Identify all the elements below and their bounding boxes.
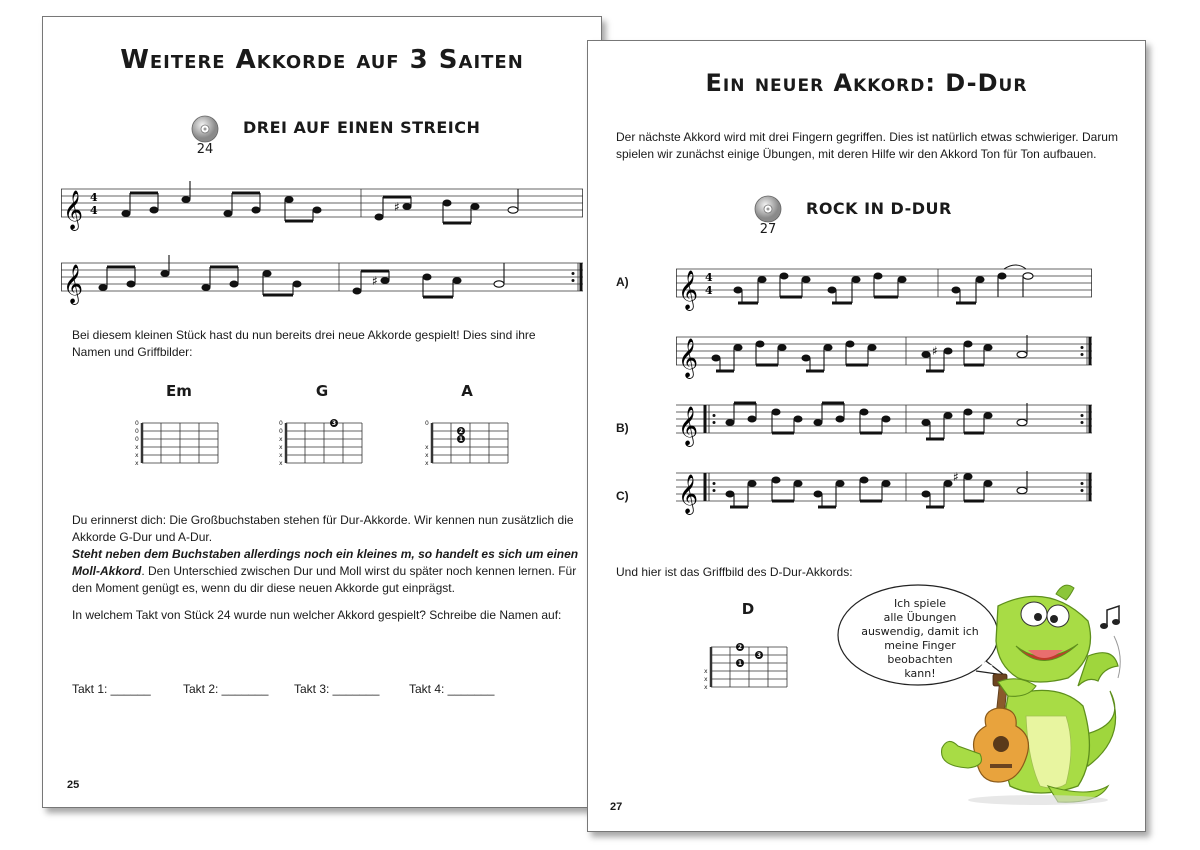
dragon-guitar-illustration (938, 586, 1138, 806)
music-staff-1 (61, 179, 583, 239)
cd-icon (191, 115, 219, 143)
page-right (587, 40, 1146, 832)
answer-takt-4[interactable]: Takt 4: _______ (409, 682, 495, 696)
string-mark: x (704, 676, 708, 683)
string-mark: 0 (135, 428, 139, 435)
answer-takt-2[interactable]: Takt 2: _______ (183, 682, 269, 696)
chord-diagram-g (277, 417, 367, 473)
svg-text:♯: ♯ (372, 274, 378, 288)
svg-text:♯: ♯ (953, 470, 959, 484)
string-mark: x (704, 668, 708, 675)
explanation-part-1: Du erinnerst dich: Die Großbuchstaben stehen für Dur-Akkorde. Wir kennen nun zusätzlich die Akkorde G-Dur und A-Dur. (72, 513, 574, 544)
treble-clef-icon: 𝄞 (678, 474, 699, 514)
bubble-line: meine Finger (884, 639, 956, 652)
page-title: Weitere Akkorde auf 3 Saiten (120, 45, 524, 75)
chord-name-d: D (741, 600, 755, 618)
exercise-label-a: A) (616, 275, 629, 289)
cd-track-number: 24 (196, 142, 214, 157)
finger-number: 3 (331, 420, 337, 428)
string-mark: x (279, 436, 283, 443)
string-mark: x (279, 452, 283, 459)
svg-text:♯: ♯ (394, 200, 400, 214)
song-title: ROCK IN D-DUR (806, 199, 952, 218)
exercise-label-c: C) (616, 489, 629, 503)
treble-clef-icon: 𝄞 (678, 406, 699, 446)
exercise-label-b: B) (616, 421, 629, 435)
finger-number: 2 (737, 644, 743, 652)
string-mark: x (425, 444, 429, 451)
string-mark: 0 (135, 436, 139, 443)
treble-clef-icon: 𝄞 (678, 338, 699, 378)
finger-number: 3 (756, 652, 762, 660)
bubble-line: auswendig, damit ich (861, 625, 979, 638)
question-text: In welchem Takt von Stück 24 wurde nun welcher Akkord gespielt? Schreibe die Namen auf: (72, 608, 562, 622)
string-mark: x (135, 452, 139, 459)
chord-name-a: A (461, 382, 473, 400)
music-staff-a1 (676, 259, 1092, 319)
cd-icon (754, 195, 782, 223)
cd-track-number: 27 (759, 222, 777, 237)
string-mark: x (135, 460, 139, 467)
answer-takt-1[interactable]: Takt 1: ______ (72, 682, 151, 696)
string-mark: x (704, 684, 708, 691)
string-mark: x (135, 444, 139, 451)
page-left (42, 16, 602, 808)
bubble-line: kann! (904, 667, 936, 680)
chord-name-g: G (315, 382, 329, 400)
music-staff-a2 (676, 327, 1092, 387)
chord-diagram-a (423, 417, 513, 473)
treble-clef-icon: 𝄞 (678, 270, 699, 310)
page-number: 27 (610, 801, 623, 813)
svg-text:4: 4 (705, 284, 713, 297)
intro-text: Bei diesem kleinen Stück hast du nun bereits drei neue Akkorde gespielt! Dies sind ihre Namen und Griffbilder: (72, 328, 536, 359)
explanation-text (72, 512, 582, 597)
string-mark: 0 (279, 428, 283, 435)
finger-number: 1 (737, 660, 743, 668)
page-title: Ein neuer Akkord: D-Dur (705, 69, 1028, 97)
song-title: DREI AUF EINEN STREICH (243, 118, 481, 137)
music-staff-c (676, 463, 1092, 523)
bubble-line: alle Übungen (883, 611, 957, 624)
svg-text:4: 4 (90, 204, 98, 217)
explanation-part-2: . Den Unterschied zwischen Dur und Moll wirst du später noch kennen lernen. Für den Moment genügt es, wenn du dir diese neuen Akkorde gut einprägst. (72, 564, 577, 595)
treble-clef-icon: 𝄞 (63, 190, 84, 230)
bubble-line: Ich spiele (893, 597, 947, 610)
chord-diagram-em (133, 417, 223, 473)
chord-diagram-d (702, 641, 792, 697)
svg-text:4: 4 (705, 271, 713, 284)
string-mark: 0 (135, 420, 139, 427)
string-mark: x (425, 460, 429, 467)
chord-intro-text: Und hier ist das Griffbild des D-Dur-Akkords: (616, 565, 853, 579)
explanation-bold: Steht neben dem Buchstaben allerdings noch ein kleines m, so handelt es sich um einen Moll-Akkord (72, 547, 579, 578)
string-mark: x (425, 452, 429, 459)
music-staff-b (676, 395, 1092, 455)
string-mark: x (279, 444, 283, 451)
bubble-line: beobachten (887, 653, 953, 666)
music-staff-2 (61, 253, 583, 313)
page-number: 25 (67, 779, 80, 791)
string-mark: x (279, 460, 283, 467)
intro-text: Der nächste Akkord wird mit drei Fingern gegriffen. Dies ist natürlich etwas schwieriger. Darum spielen wir zunächst einige Übungen, mit deren Hilfe wir den Akkord Ton für Ton aufbauen. (616, 130, 1118, 161)
answer-takt-3[interactable]: Takt 3: _______ (294, 682, 380, 696)
chord-name-em: Em (166, 382, 192, 400)
svg-text:4: 4 (90, 191, 98, 204)
svg-text:♯: ♯ (932, 344, 938, 358)
string-mark: 0 (279, 420, 283, 427)
finger-number: 1 (458, 436, 464, 444)
string-mark: 0 (425, 420, 429, 427)
treble-clef-icon: 𝄞 (63, 264, 84, 304)
finger-number: 2 (458, 428, 464, 436)
